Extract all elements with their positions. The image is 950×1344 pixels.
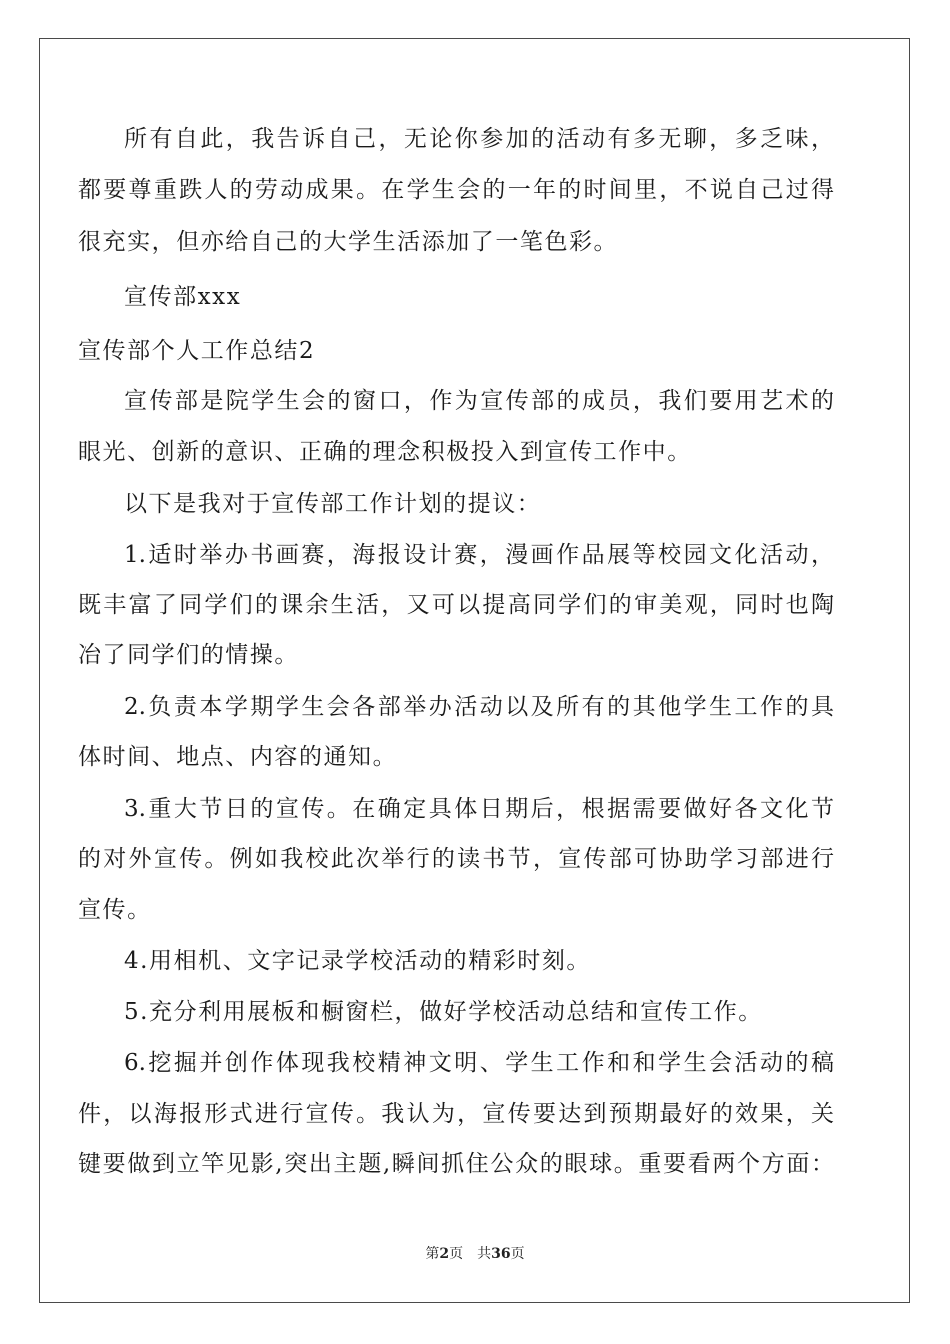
list-item-line: 宣传。 [78,897,152,923]
list-item-line: 4.用相机、文字记录学校活动的精彩时刻。 [124,948,591,974]
list-item-line: 1.适时举办书画赛，海报设计赛，漫画作品展等校园文化活动， [124,542,834,568]
page-total: 36 [491,1246,511,1262]
page-total-prefix: 共 [477,1246,492,1262]
paragraph-line: 都要尊重跌人的劳动成果。在学生会的一年的时间里，不说自己过得 [78,177,834,203]
paragraph-line: 很充实，但亦给自己的大学生活添加了一笔色彩。 [78,229,619,255]
paragraph-line: 以下是我对于宣传部工作计划的提议： [124,491,542,517]
list-item-line: 键要做到立竿见影,突出主题,瞬间抓住公众的眼球。重要看两个方面： [78,1151,834,1177]
page-number-current: 2 [439,1246,450,1262]
page-footer [0,1245,950,1263]
list-item-line: 5.充分利用展板和橱窗栏，做好学校活动总结和宣传工作。 [124,999,763,1025]
list-item-line: 冶了同学们的情操。 [78,642,299,668]
page-number-prefix: 第 [425,1246,440,1262]
list-item-line: 件，以海报形式进行宣传。我认为，宣传要达到预期最好的效果，关 [78,1101,834,1127]
list-item-line: 体时间、地点、内容的通知。 [78,744,398,770]
page-number-suffix: 页 [449,1246,464,1262]
list-item-line: 的对外宣传。例如我校此次举行的读书节，宣传部可协助学习部进行 [78,846,834,872]
paragraph-line: 宣传部是院学生会的窗口，作为宣传部的成员，我们要用艺术的 [124,388,834,414]
paragraph-line: 眼光、创新的意识、正确的理念积极投入到宣传工作中。 [78,439,692,465]
signature-line: 宣传部xxx [124,284,242,310]
section-heading: 宣传部个人工作总结2 [78,338,316,364]
list-item-line: 3.重大节日的宣传。在确定具体日期后，根据需要做好各文化节 [124,796,834,822]
page-total-suffix: 页 [510,1246,525,1262]
list-item-line: 2.负责本学期学生会各部举办活动以及所有的其他学生工作的具 [124,694,834,720]
paragraph-line: 所有自此，我告诉自己，无论你参加的活动有多无聊，多乏味， [124,126,834,152]
list-item-line: 既丰富了同学们的课余生活，又可以提高同学们的审美观，同时也陶 [78,592,834,618]
list-item-line: 6.挖掘并创作体现我校精神文明、学生工作和和学生会活动的稿 [124,1050,834,1076]
